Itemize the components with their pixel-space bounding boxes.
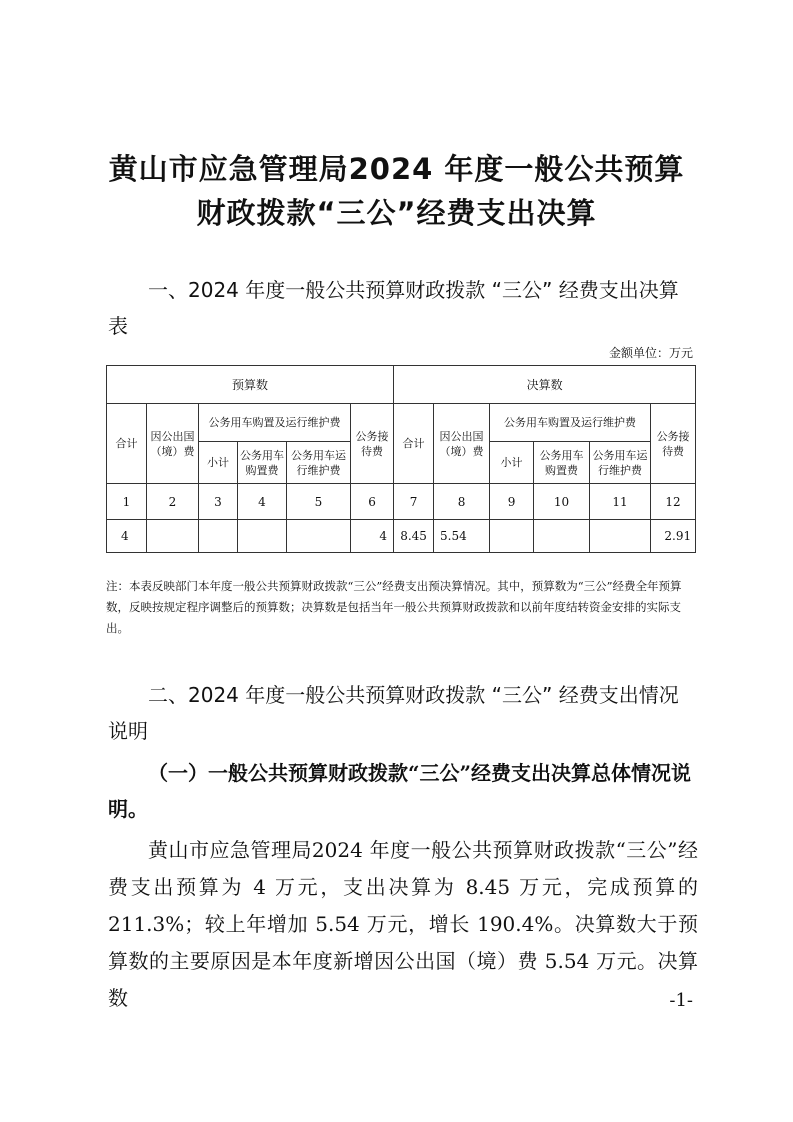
table-cell: 12 [651, 484, 696, 520]
section2-heading: 二、2024 年度一般公共预算财政拨款 “三公” 经费支出情况说明 [108, 683, 679, 743]
budget-abroad-header: 因公出国（境）费 [147, 404, 199, 484]
table-cell [490, 520, 534, 553]
final-reception-header: 公务接待费 [651, 404, 696, 484]
budget-reception-header: 公务接待费 [351, 404, 394, 484]
document-title-line2: 财政拨款“三公”经费支出决算 [196, 196, 597, 230]
final-vehicle-header: 公务用车购置及运行维护费 [490, 404, 651, 442]
table-note: 注：本表反映部门本年度一般公共预算财政拨款“三公”经费支出预决算情况。其中，预算数为“三公”经费全年预算数，反映按规定程序调整后的预算数；决算数是包括当年一般公共预算财政拨款和以前年度结转资金安排的实际支出。 [106, 579, 682, 635]
table-cell [147, 520, 199, 553]
table-cell: 4 [107, 520, 147, 553]
document-title-line1: 黄山市应急管理局2024 年度一般公共预算 [108, 152, 685, 186]
table-cell: 2.91 [651, 520, 696, 553]
page-number: -1- [669, 990, 693, 1011]
table-cell: 8.45 [394, 520, 434, 553]
table-cell: 6 [351, 484, 394, 520]
final-group-header: 决算数 [394, 366, 696, 404]
table-cell: 5 [287, 484, 351, 520]
table-cell [287, 520, 351, 553]
final-total-header: 合计 [394, 404, 434, 484]
table-cell: 8 [434, 484, 490, 520]
table-group-header-row [107, 366, 696, 404]
table-cell: 5.54 [434, 520, 490, 553]
table-index-row [107, 484, 696, 520]
final-abroad-header: 因公出国（境）费 [434, 404, 490, 484]
table-cell [534, 520, 590, 553]
table-cell [590, 520, 651, 553]
section2-subheading: （一）一般公共预算财政拨款“三公”经费支出决算总体情况说明。 [108, 761, 692, 821]
final-subtotal-header: 小计 [490, 442, 534, 484]
final-purchase-header: 公务用车购置费 [534, 442, 590, 484]
table-cell [238, 520, 287, 553]
table-cell: 11 [590, 484, 651, 520]
table-data-row [107, 520, 696, 553]
table-cell: 9 [490, 484, 534, 520]
table-header-row [107, 404, 696, 442]
table-cell [199, 520, 238, 553]
budget-vehicle-header: 公务用车购置及运行维护费 [199, 404, 351, 442]
budget-total-header: 合计 [107, 404, 147, 484]
body-paragraph: 黄山市应急管理局2024 年度一般公共预算财政拨款“三公”经费支出预算为 4 万元，支出决算为 8.45 万元，完成预算的 211.3%；较上年增加 5.54 万元，增长 190.4%。决算数大于预算数的主要原因是本年度新增因公出国（境）费 5.54 万元。决算数 [108, 838, 698, 1010]
amount-unit: 金额单位：万元 [608, 346, 693, 360]
budget-purchase-header: 公务用车购置费 [238, 442, 287, 484]
table-cell: 1 [107, 484, 147, 520]
section1-heading: 一、2024 年度一般公共预算财政拨款 “三公” 经费支出决算表 [108, 278, 679, 338]
budget-subtotal-header: 小计 [199, 442, 238, 484]
budget-operation-header: 公务用车运行维护费 [287, 442, 351, 484]
table-cell: 2 [147, 484, 199, 520]
table-cell: 4 [238, 484, 287, 520]
table-cell: 7 [394, 484, 434, 520]
table-cell: 3 [199, 484, 238, 520]
three-public-expenses-table [106, 365, 696, 553]
budget-group-header: 预算数 [107, 366, 394, 404]
table-cell: 4 [351, 520, 394, 553]
table-cell: 10 [534, 484, 590, 520]
final-operation-header: 公务用车运行维护费 [590, 442, 651, 484]
